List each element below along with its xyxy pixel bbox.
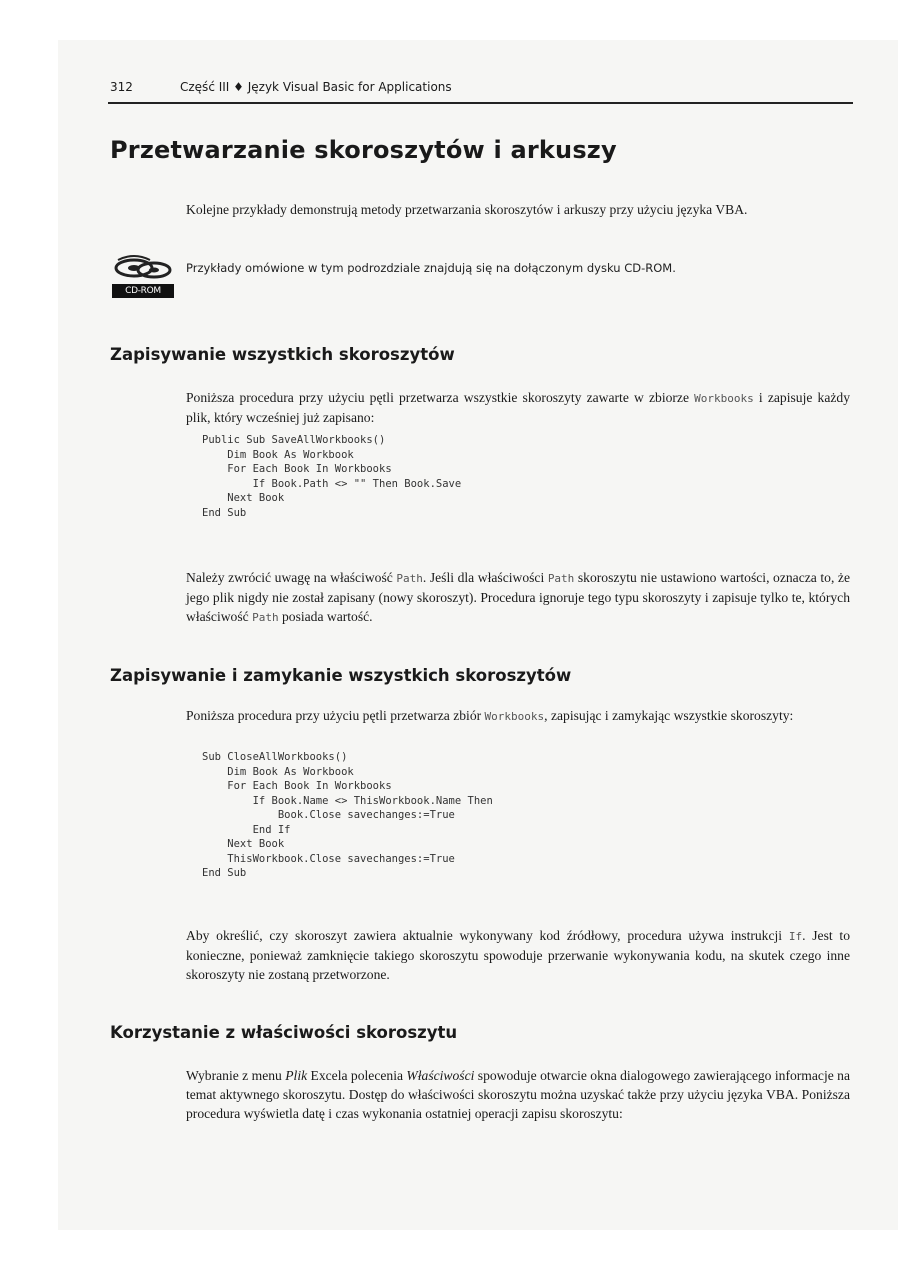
cd-rom-badge: CD-ROM (112, 284, 174, 298)
section-heading-save-all: Zapisywanie wszystkich skoroszytów (110, 345, 455, 364)
inline-code: Path (252, 611, 279, 624)
cd-rom-icon (112, 254, 174, 298)
section1-paragraph2: Należy zwrócić uwagę na właściwość Path. Jeśli dla właściwości Path skoroszytu nie ustawiono wartości, oznacza to, że jego plik nigdy nie został zapisany (nowy skoroszyt). Procedura ignoruje tego typu skoroszyty i zapisuje tylko te, których właściwość Path posiada wartość. (186, 570, 850, 624)
intro-paragraph: Kolejne przykłady demonstrują metody przetwarzania skoroszytów i arkuszy przy użyciu języka VBA. (186, 202, 748, 217)
inline-code: Path (547, 572, 575, 585)
main-heading: Przetwarzanie skoroszytów i arkuszy (110, 136, 617, 164)
inline-code: Workbooks (694, 392, 754, 405)
running-title: Część III ♦ Język Visual Basic for Applications (180, 80, 452, 94)
section-heading-save-close-all: Zapisywanie i zamykanie wszystkich skoroszytów (110, 666, 572, 685)
code-block-close-all: Sub CloseAllWorkbooks() Dim Book As Workbook For Each Book In Workbooks If Book.Name <> ThisWorkbook.Name Then Book.Close savechanges:=True End If Next Book ThisWorkbook.Close savechanges:=True End Sub (202, 751, 493, 879)
running-header (108, 78, 853, 104)
code-block-save-all: Public Sub SaveAllWorkbooks() Dim Book As Workbook For Each Book In Workbooks If Book.Path <> "" Then Book.Save Next Book End Sub (202, 434, 462, 519)
section2-paragraph2: Aby określić, czy skoroszyt zawiera aktualnie wykonywany kod źródłowy, procedura używa instrukcji If. Jest to konieczne, ponieważ zamknięcie takiego skoroszytu spowoduje przerwanie wykonywania kodu, na skutek czego inne skoroszyty nie zostaną przetworzone. (186, 928, 850, 982)
section1-paragraph1: Poniższa procedura przy użyciu pętli przetwarza wszystkie skoroszyty zawarte w zbiorze Workbooks i zapisuje każdy plik, który wcześniej już zapisano: (186, 390, 850, 425)
inline-code: Workbooks (484, 710, 545, 723)
section3-paragraph1: Wybranie z menu Plik Excela polecenia Właściwości spowoduje otwarcie okna dialogowego zawierającego informacje na temat aktywnego skoroszytu. Dostęp do właściwości skoroszytu można uzyskać także przy użyciu języka VBA. Poniższa procedura wyświetla datę i czas wykonania ostatniej operacji zapisu skoroszytu: (186, 1068, 850, 1121)
page-number: 312 (110, 80, 133, 94)
cd-rom-note: Przykłady omówione w tym podrozdziale znajdują się na dołączonym dysku CD-ROM. (186, 261, 676, 275)
inline-code: Path (396, 572, 423, 585)
section-heading-workbook-properties: Korzystanie z właściwości skoroszytu (110, 1023, 458, 1042)
inline-code: If (788, 930, 803, 943)
section2-paragraph1: Poniższa procedura przy użyciu pętli przetwarza zbiór Workbooks, zapisując i zamykając wszystkie skoroszyty: (186, 708, 794, 723)
